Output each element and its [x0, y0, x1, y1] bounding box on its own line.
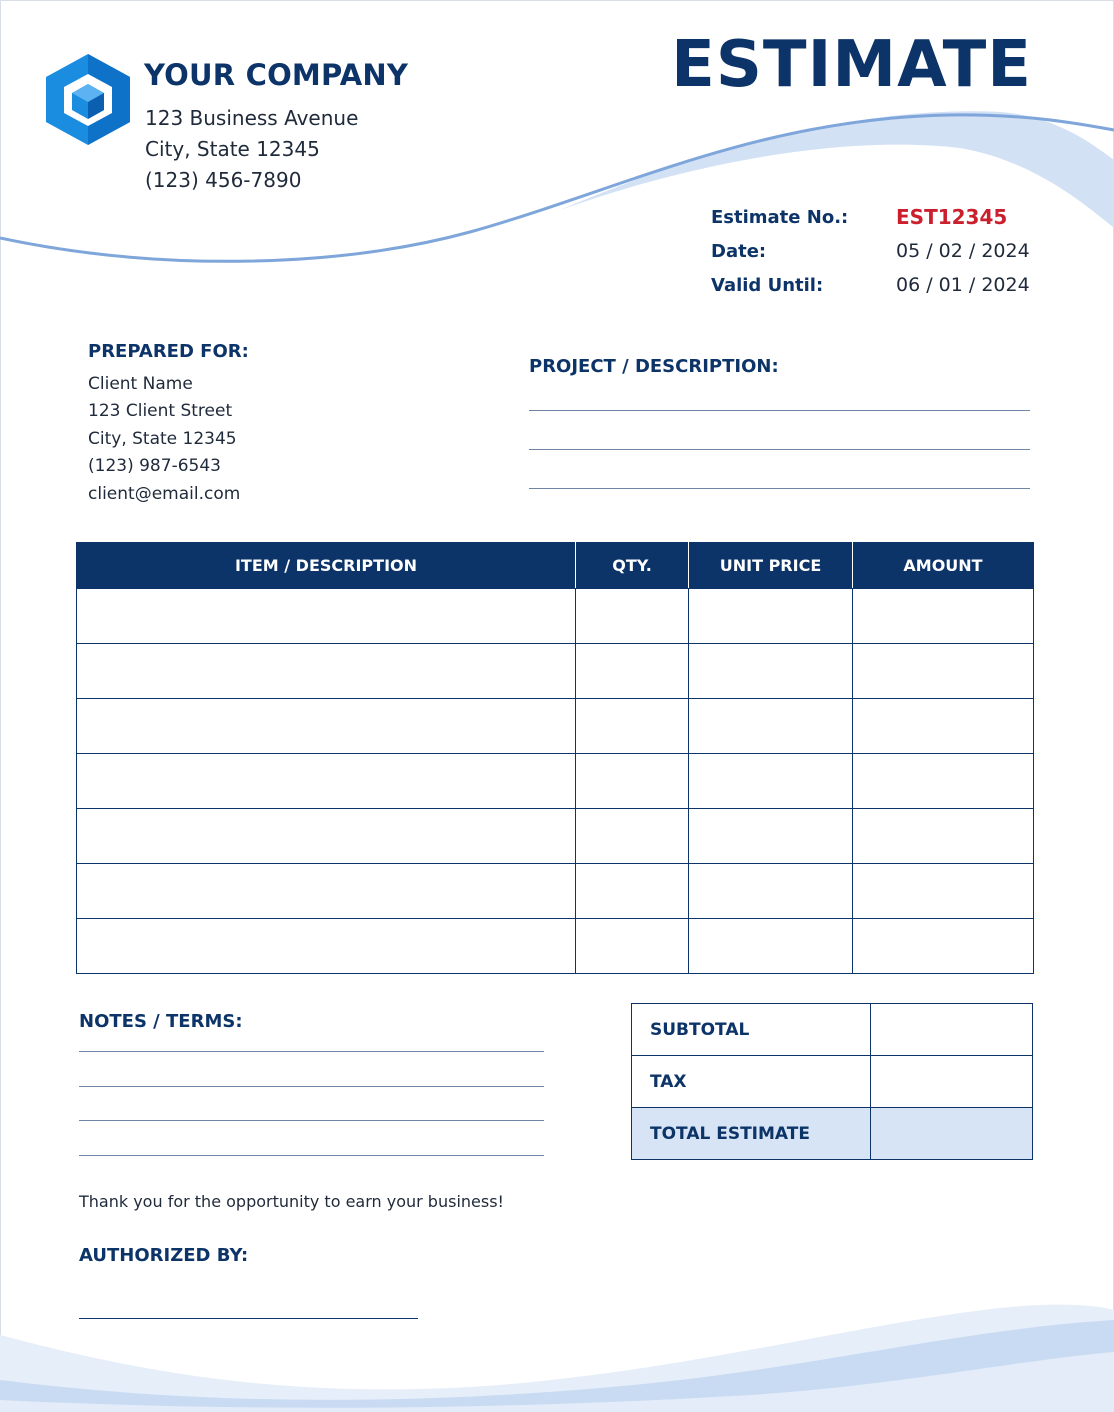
- total-estimate-label: TOTAL ESTIMATE: [632, 1108, 871, 1160]
- amount-cell[interactable]: [853, 644, 1034, 699]
- unit-price-cell[interactable]: [689, 589, 853, 644]
- unit-price-cell[interactable]: [689, 699, 853, 754]
- item-cell[interactable]: [77, 589, 576, 644]
- valid-until-value: 06 / 01 / 2024: [896, 274, 1030, 296]
- subtotal-row: [632, 1004, 1033, 1056]
- amount-cell[interactable]: [853, 754, 1034, 809]
- amount-cell[interactable]: [853, 809, 1034, 864]
- unit-price-cell[interactable]: [689, 754, 853, 809]
- client-name: Client Name: [88, 374, 193, 394]
- estimate-number-label: Estimate No.:: [711, 207, 849, 228]
- amount-cell[interactable]: [853, 864, 1034, 919]
- prepared-for-heading: PREPARED FOR:: [88, 341, 249, 362]
- date-label: Date:: [711, 241, 767, 262]
- column-header-unit-price: UNIT PRICE: [689, 543, 853, 589]
- company-logo-icon: [44, 52, 132, 146]
- item-cell[interactable]: [77, 919, 576, 974]
- estimate-number-value: EST12345: [896, 205, 1008, 229]
- items-table-header: [77, 543, 1034, 589]
- client-phone: (123) 987-6543: [88, 456, 221, 476]
- subtotal-label: SUBTOTAL: [632, 1004, 871, 1056]
- company-name: YOUR COMPANY: [144, 58, 409, 92]
- item-cell[interactable]: [77, 754, 576, 809]
- client-email: client@email.com: [88, 484, 241, 504]
- items-table: [76, 542, 1034, 974]
- column-header-qty: QTY.: [576, 543, 689, 589]
- amount-cell[interactable]: [853, 589, 1034, 644]
- project-line-1[interactable]: [529, 410, 1030, 411]
- column-header-item: ITEM / DESCRIPTION: [77, 543, 576, 589]
- qty-cell[interactable]: [576, 589, 689, 644]
- amount-cell[interactable]: [853, 699, 1034, 754]
- valid-until-label: Valid Until:: [711, 275, 824, 296]
- total-estimate-value[interactable]: [871, 1108, 1033, 1160]
- client-city: City, State 12345: [88, 429, 237, 449]
- item-cell[interactable]: [77, 644, 576, 699]
- totals-table: [631, 1003, 1033, 1160]
- item-cell[interactable]: [77, 809, 576, 864]
- table-row: [77, 589, 1034, 644]
- qty-cell[interactable]: [576, 754, 689, 809]
- client-street: 123 Client Street: [88, 401, 233, 421]
- table-row: [77, 919, 1034, 974]
- document-title: ESTIMATE: [671, 28, 1032, 102]
- project-line-3[interactable]: [529, 488, 1030, 489]
- notes-heading: NOTES / TERMS:: [79, 1011, 243, 1032]
- table-row: [77, 864, 1034, 919]
- total-estimate-row: [632, 1108, 1033, 1160]
- qty-cell[interactable]: [576, 919, 689, 974]
- item-cell[interactable]: [77, 699, 576, 754]
- amount-cell[interactable]: [853, 919, 1034, 974]
- table-row: [77, 699, 1034, 754]
- unit-price-cell[interactable]: [689, 644, 853, 699]
- project-heading: PROJECT / DESCRIPTION:: [529, 356, 779, 377]
- tax-value[interactable]: [871, 1056, 1033, 1108]
- unit-price-cell[interactable]: [689, 919, 853, 974]
- qty-cell[interactable]: [576, 809, 689, 864]
- tax-row: [632, 1056, 1033, 1108]
- unit-price-cell[interactable]: [689, 809, 853, 864]
- table-row: [77, 644, 1034, 699]
- company-address-line: 123 Business Avenue: [145, 106, 359, 130]
- project-line-2[interactable]: [529, 449, 1030, 450]
- table-row: [77, 754, 1034, 809]
- qty-cell[interactable]: [576, 644, 689, 699]
- table-row: [77, 809, 1034, 864]
- subtotal-value[interactable]: [871, 1004, 1033, 1056]
- qty-cell[interactable]: [576, 864, 689, 919]
- notes-line-2[interactable]: [79, 1086, 544, 1087]
- thank-you-note: Thank you for the opportunity to earn your business!: [79, 1192, 504, 1211]
- authorized-by-heading: AUTHORIZED BY:: [79, 1245, 249, 1266]
- qty-cell[interactable]: [576, 699, 689, 754]
- column-header-amount: AMOUNT: [853, 543, 1034, 589]
- tax-label: TAX: [632, 1056, 871, 1108]
- unit-price-cell[interactable]: [689, 864, 853, 919]
- notes-line-3[interactable]: [79, 1120, 544, 1121]
- date-value: 05 / 02 / 2024: [896, 240, 1030, 262]
- company-city-line: City, State 12345: [145, 137, 320, 161]
- notes-line-4[interactable]: [79, 1155, 544, 1156]
- item-cell[interactable]: [77, 864, 576, 919]
- notes-line-1[interactable]: [79, 1051, 544, 1052]
- company-phone-line: (123) 456-7890: [145, 168, 302, 192]
- signature-line[interactable]: [79, 1318, 418, 1319]
